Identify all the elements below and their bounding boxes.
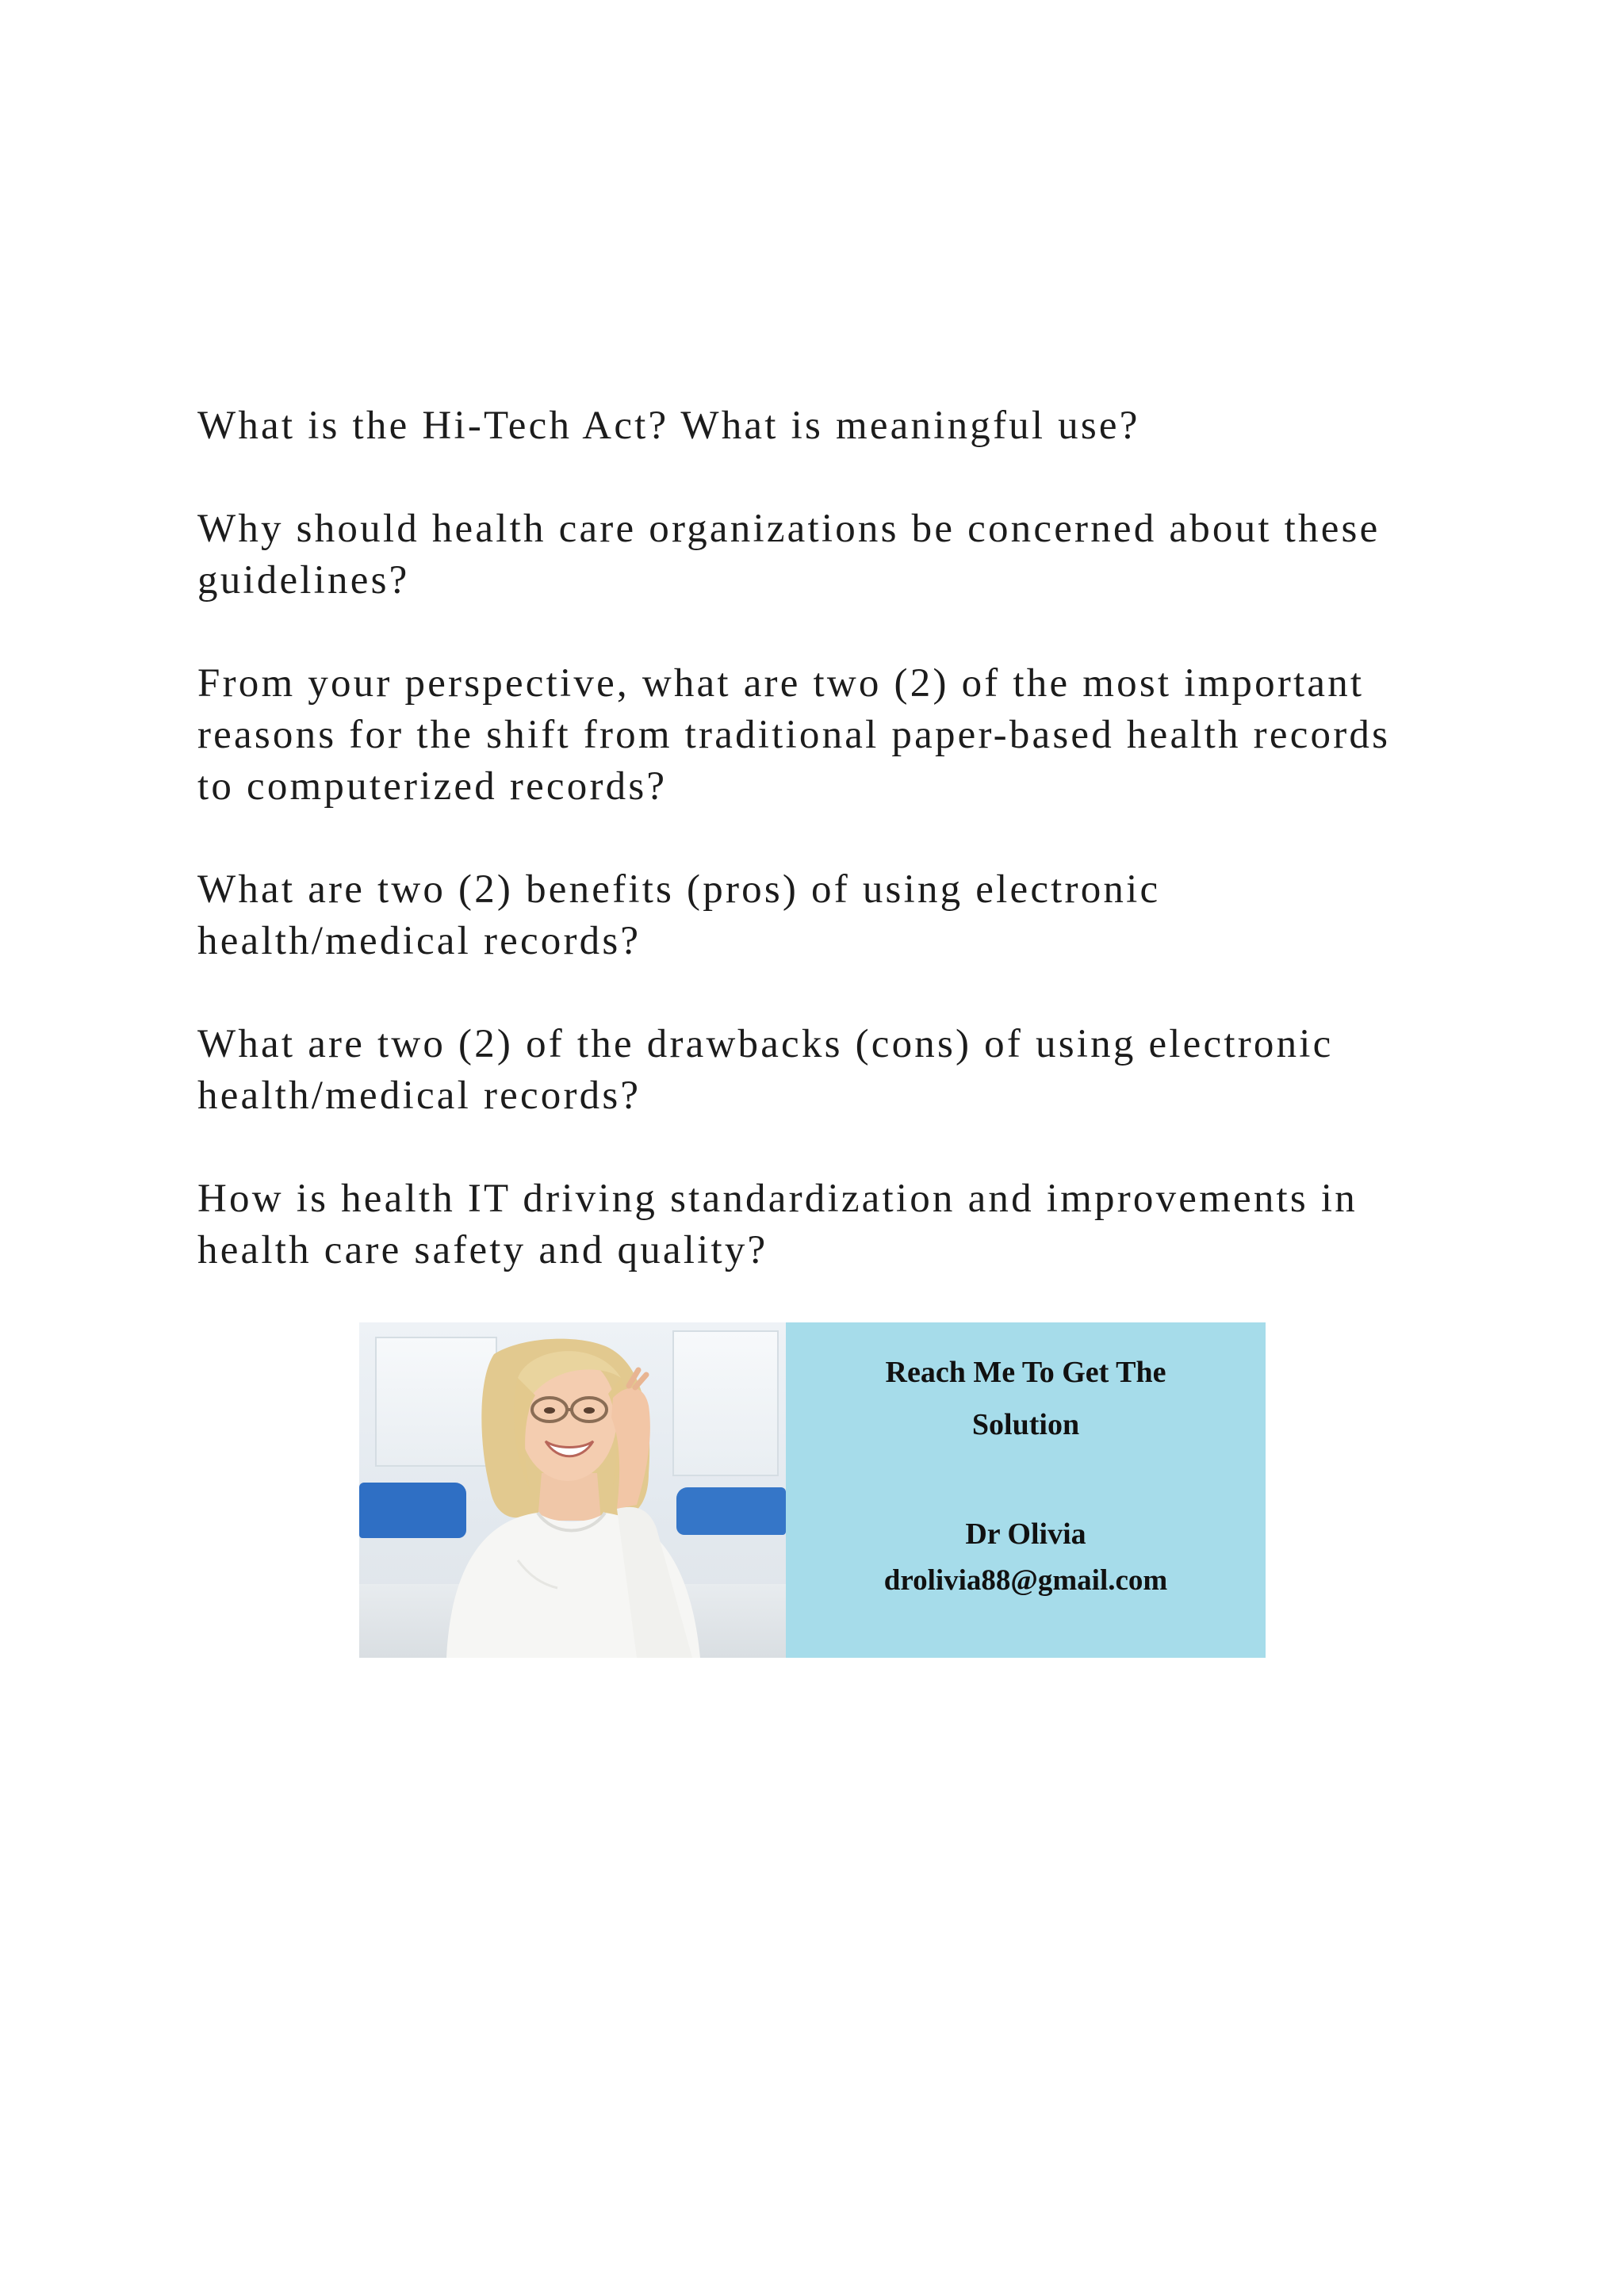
promo-headline-line: Solution [971,1408,1080,1441]
question-item: Why should health care organizations be concerned about these guidelines? [197,507,1381,603]
question-list [197,400,1434,1328]
question-item: What is the Hi-Tech Act? What is meaningful use? [197,404,1140,448]
promo-contact-panel [786,1322,1266,1658]
question-item: From your perspective, what are two (2) of the most important reasons for the shift from traditional paper-based health records to computerized records? [197,661,1391,809]
promo-headline [786,1346,1266,1451]
question-item: What are two (2) of the drawbacks (cons) of using electronic health/medical records? [197,1022,1334,1118]
question-item: How is health IT driving standardization and improvements in health care safety and quality? [197,1177,1358,1272]
woman-with-glasses-illustration [359,1322,786,1658]
contact-email: drolivia88@gmail.com [883,1564,1168,1597]
question-item: What are two (2) benefits (pros) of using electronic health/medical records? [197,867,1161,963]
promo-banner [359,1322,1266,1658]
promo-headline-line: Reach Me To Get The [885,1356,1166,1389]
contact-name: Dr Olivia [965,1517,1086,1551]
promo-photo [359,1322,786,1658]
